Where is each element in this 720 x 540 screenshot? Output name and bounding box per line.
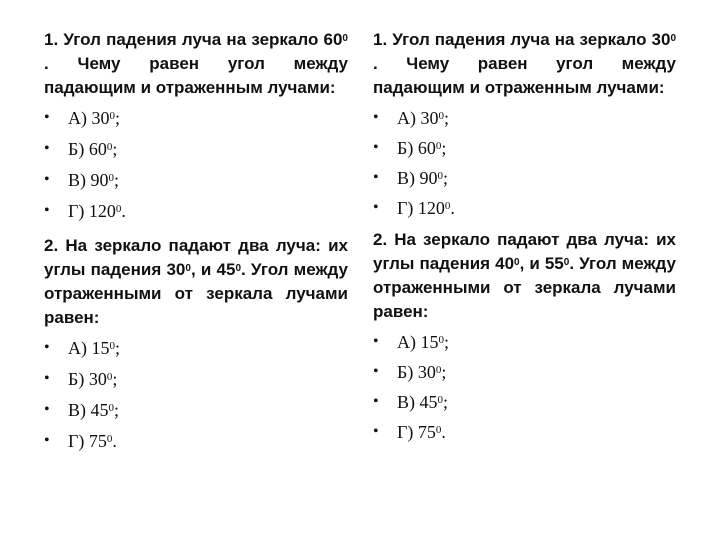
answer-option[interactable] (373, 136, 676, 166)
answer-option[interactable] (44, 168, 348, 199)
degree-sign: 0 (514, 257, 520, 268)
bullet-icon: • (44, 432, 50, 449)
option-label: В) 90 (68, 170, 109, 190)
bullet-icon: • (373, 363, 379, 380)
question-text: . Чему равен угол между падающим и отраженным лучами: (373, 54, 676, 97)
degree-sign: 0 (670, 33, 676, 44)
question-number: 1. (373, 30, 388, 49)
option-label: Г) 120 (68, 201, 116, 221)
degree-sign: 0 (106, 371, 113, 383)
option-label: А) 30 (397, 108, 439, 128)
degree-sign: 0 (109, 110, 115, 122)
answer-option[interactable] (373, 106, 676, 136)
bullet-icon: • (44, 339, 50, 356)
option-label: А) 15 (397, 332, 439, 352)
option-punct: . (450, 198, 455, 218)
option-label: А) 15 (68, 338, 110, 358)
option-punct: . (121, 201, 126, 221)
bullet-icon: • (373, 393, 379, 410)
option-punct: ; (441, 138, 447, 158)
option-label: Б) 60 (68, 139, 107, 159)
bullet-icon: • (44, 401, 50, 418)
option-punct: . (441, 422, 446, 442)
degree-sign: 0 (185, 263, 191, 274)
bullet-icon: • (373, 109, 379, 126)
answer-options (373, 106, 676, 226)
question-text: , и 55 (519, 254, 564, 273)
option-label: В) 45 (68, 400, 109, 420)
answer-option[interactable] (373, 420, 676, 450)
degree-sign: 0 (435, 364, 442, 376)
degree-sign: 0 (435, 424, 442, 436)
degree-sign: 0 (106, 433, 113, 445)
option-punct: ; (115, 338, 121, 358)
question-number: 2. (44, 236, 59, 255)
degree-sign: 0 (444, 200, 451, 212)
option-label: Б) 30 (68, 369, 107, 389)
degree-sign: 0 (235, 263, 241, 274)
option-punct: . (112, 431, 117, 451)
degree-sign: 0 (109, 340, 115, 352)
bullet-icon: • (373, 333, 379, 350)
answer-option[interactable] (373, 196, 676, 226)
option-punct: ; (114, 400, 120, 420)
degree-sign: 0 (435, 140, 442, 152)
question-text: Угол падения луча на зеркало 30 (392, 30, 671, 49)
option-punct: ; (444, 332, 450, 352)
bullet-icon: • (44, 171, 50, 188)
answer-option[interactable] (373, 390, 676, 420)
question-number: 2. (373, 230, 388, 249)
question-text: . Угол между отраженными от зеркала лучами равен: (373, 254, 676, 321)
bullet-icon: • (44, 370, 50, 387)
bullet-icon: • (373, 423, 379, 440)
option-punct: ; (444, 108, 450, 128)
option-punct: ; (441, 362, 447, 382)
question-2 (373, 228, 676, 324)
answer-options (44, 336, 348, 460)
question-text: , и 45 (190, 260, 236, 279)
option-label: В) 90 (397, 168, 438, 188)
question-2 (44, 234, 348, 330)
degree-sign: 0 (438, 334, 444, 346)
bullet-icon: • (44, 109, 50, 126)
option-label: А) 30 (68, 108, 110, 128)
answer-option[interactable] (44, 429, 348, 460)
degree-sign: 0 (342, 33, 348, 44)
right-column (373, 28, 676, 452)
question-text: . Угол между отраженными от зеркала лучами равен: (44, 260, 348, 327)
answer-options (373, 330, 676, 450)
answer-option[interactable] (44, 367, 348, 398)
option-punct: ; (443, 168, 449, 188)
option-punct: ; (443, 392, 449, 412)
degree-sign: 0 (108, 172, 114, 184)
bullet-icon: • (373, 199, 379, 216)
left-column (44, 28, 348, 464)
question-text: Угол падения луча на зеркало 60 (63, 30, 343, 49)
option-label: Б) 30 (397, 362, 436, 382)
bullet-icon: • (44, 140, 50, 157)
option-label: В) 45 (397, 392, 438, 412)
answer-option[interactable] (44, 137, 348, 168)
answer-option[interactable] (373, 330, 676, 360)
answer-option[interactable] (44, 398, 348, 429)
degree-sign: 0 (437, 394, 443, 406)
option-punct: ; (115, 108, 121, 128)
option-punct: ; (112, 139, 118, 159)
degree-sign: 0 (106, 141, 113, 153)
question-1 (44, 28, 348, 100)
question-number: 1. (44, 30, 59, 49)
option-punct: ; (114, 170, 120, 190)
bullet-icon: • (373, 139, 379, 156)
question-1 (373, 28, 676, 100)
answer-option[interactable] (44, 336, 348, 367)
bullet-icon: • (44, 202, 50, 219)
option-label: Г) 75 (397, 422, 436, 442)
option-punct: ; (112, 369, 118, 389)
degree-sign: 0 (115, 203, 122, 215)
answer-option[interactable] (44, 199, 348, 230)
option-label: Б) 60 (397, 138, 436, 158)
question-text: На зеркало падают два луча: их углы падения 30 (44, 236, 348, 279)
question-text: На зеркало падают два луча: их углы падения 40 (373, 230, 676, 273)
bullet-icon: • (373, 169, 379, 186)
answer-option[interactable] (44, 106, 348, 137)
answer-option[interactable] (373, 360, 676, 390)
option-label: Г) 120 (397, 198, 445, 218)
degree-sign: 0 (437, 170, 443, 182)
option-label: Г) 75 (68, 431, 107, 451)
degree-sign: 0 (438, 110, 444, 122)
degree-sign: 0 (108, 402, 114, 414)
degree-sign: 0 (563, 257, 570, 268)
question-text: . Чему равен угол между падающим и отраженным лучами: (44, 54, 348, 97)
answer-option[interactable] (373, 166, 676, 196)
answer-options (44, 106, 348, 230)
